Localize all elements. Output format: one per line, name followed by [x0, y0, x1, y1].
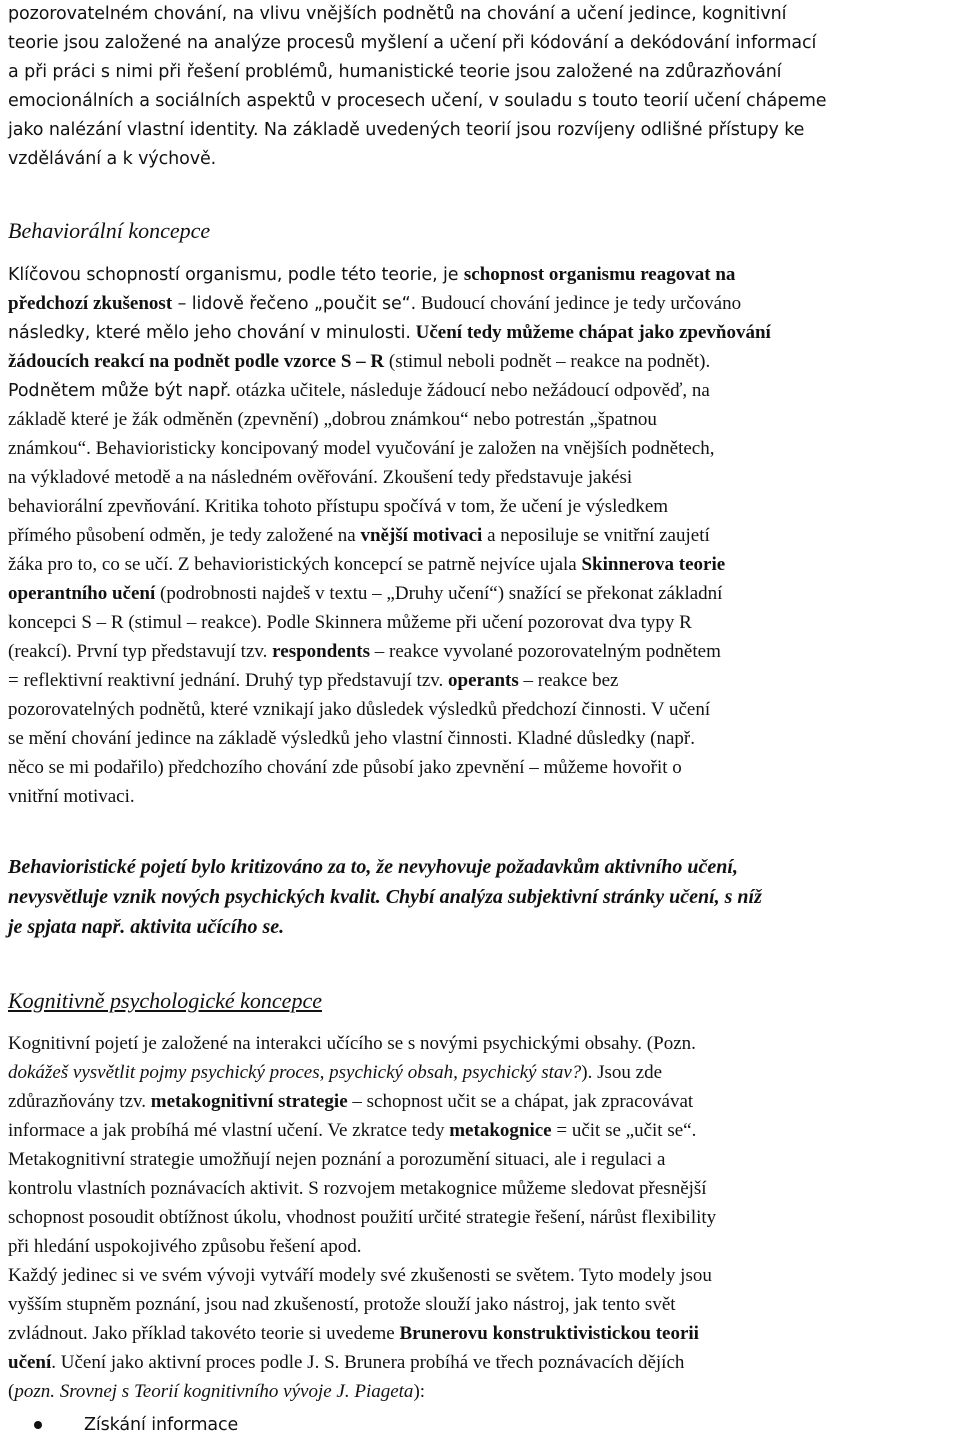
text-run: – reakce bez — [518, 670, 619, 691]
text-line: základě které je žák odměněn (zpevnění) „dobrou známkou“ nebo potrestán „špatnou — [8, 409, 657, 430]
text-line: Kognitivní pojetí je založené na interakci učícího se s novými psychickými obsahy. (Pozn. — [8, 1033, 696, 1054]
behavioral-heading: Behaviorální koncepce — [8, 218, 211, 243]
text-run: Budoucí chování jedince je tedy určováno — [416, 293, 742, 314]
text-line: kontrolu vlastních poznávacích aktivit. S rozvojem metakognice můžeme sledovat přesnější — [8, 1178, 707, 1199]
text-line — [8, 666, 954, 695]
text-line: vnitřní motivaci. — [8, 786, 135, 807]
italic-run: dokážeš vysvětlit pojmy psychický proces, psychický obsah, psychický stav? — [8, 1062, 582, 1083]
bold-run: učení — [8, 1352, 52, 1373]
bullet-icon — [34, 1421, 42, 1429]
text-line — [8, 1116, 954, 1145]
bullet-list — [24, 1410, 238, 1440]
text-run: = učit se „učit se“. — [551, 1120, 697, 1141]
cognitive-paragraph — [8, 1029, 954, 1406]
text-line: při hledání uspokojivého způsobu řešení apod. — [8, 1236, 362, 1257]
bold-run: schopnost organismu reagovat na — [463, 264, 736, 285]
text-run: (reakcí). První typ představují tzv. — [8, 641, 273, 662]
cognitive-heading: Kognitivně psychologické koncepce — [8, 988, 322, 1013]
text-run: ): — [413, 1381, 426, 1402]
text-run: – lidově řečeno „poučit se“. — [172, 294, 417, 314]
text-line — [8, 289, 954, 318]
text-line — [8, 1087, 954, 1116]
text-run: žáka pro to, co se učí. Z behavioristických koncepcí se patrně nejvíce ujala — [8, 554, 582, 575]
text-line: behaviorální zpevňování. Kritika tohoto přístupu spočívá v tom, že učení je výsledkem — [8, 496, 669, 517]
italic-run: pozn. Srovnej s Teorií kognitivního vývoje J. Piageta — [14, 1381, 414, 1402]
text-line: pozorovatelných podnětů, které vznikají jako důsledek výsledků předchozí činnosti. V učení — [8, 699, 711, 720]
bold-run: respondents — [272, 641, 371, 662]
text-line — [8, 550, 954, 579]
bold-run: operants — [448, 670, 519, 691]
text-line — [8, 1377, 954, 1406]
text-run: ( — [8, 1381, 15, 1402]
critique-paragraph — [8, 852, 954, 942]
text-run: Podnětem může být např. — [8, 381, 232, 401]
intro-line: teorie jsou založené na analýze procesů myšlení a učení při kódování a dekódování informací — [8, 33, 817, 53]
intro-line — [8, 116, 954, 145]
text-line: známkou“. Behavioristicky koncipovaný model vyučování je založen na vnějších podnětech, — [8, 438, 715, 459]
bold-run: operantního učení — [8, 583, 156, 604]
text-run: a neposiluje se vnitřní zaujetí — [482, 525, 710, 546]
critique-line: Behavioristické pojetí bylo kritizováno za to, že nevyhovuje požadavkům aktivního učení, — [8, 856, 738, 878]
text-line — [8, 1348, 954, 1377]
bold-run: metakognitivní strategie — [150, 1091, 348, 1112]
text-line — [8, 260, 954, 289]
intro-line: emocionálních a sociálních aspektů v procesech učení, v souladu s touto teorií učení chápeme — [8, 91, 827, 111]
text-run: zvládnout. Jako příklad takovéto teorie si uvedeme — [8, 1323, 400, 1344]
intro-sentence: Na základě uvedených teorií jsou rozvíjeny odlišné přístupy ke — [263, 120, 805, 140]
text-line: Každý jedinec si ve svém vývoji vytváří modely své zkušenosti se světem. Tyto modely jsou — [8, 1265, 712, 1286]
intro-line: vzdělávání a k výchově. — [8, 149, 217, 169]
bold-run: Učení tedy můžeme chápat jako zpevňování — [410, 322, 771, 343]
text-line: koncepci S – R (stimul – reakce). Podle Skinnera můžeme při učení pozorovat dva typy R — [8, 612, 692, 633]
text-line: vyšším stupněm poznání, jsou nad zkušeností, protože slouží jako nástroj, jak tento svět — [8, 1294, 676, 1315]
bold-run: předchozí zkušenost — [8, 293, 173, 314]
text-line: na výkladové metodě a na následném ověřování. Zkoušení tedy představuje jakési — [8, 467, 633, 488]
behavioral-paragraph — [8, 260, 954, 811]
bold-run: metakognice — [449, 1120, 552, 1141]
text-line: něco se mi podařilo) předchozího chování zde působí jako zpevnění – můžeme hovořit o — [8, 757, 682, 778]
critique-line: je spjata např. aktivita učícího se. — [8, 916, 285, 938]
intro-paragraph — [8, 0, 954, 174]
text-line — [8, 376, 954, 405]
text-line: Metakognitivní strategie umožňují nejen poznání a porozumění situaci, ale i regulaci a — [8, 1149, 666, 1170]
text-run: zdůrazňovány tzv. — [8, 1091, 151, 1112]
text-run: otázka učitele, následuje žádoucí nebo nežádoucí odpověď, na — [231, 380, 710, 401]
text-run: následky, které mělo jeho chování v minulosti. — [8, 323, 411, 343]
intro-line: pozorovatelném chování, na vlivu vnějších podnětů na chování a učení jedince, kognitivní — [8, 4, 787, 24]
text-line: se mění chování jedince na základě výsledků jeho vlastní činnosti. Kladné důsledky (např. — [8, 728, 695, 749]
intro-line: a při práci s nimi při řešení problémů, humanistické teorie jsou založené na zdůrazňování — [8, 62, 782, 82]
intro-sentence: jako nalézání vlastní identity. — [8, 120, 259, 140]
text-run: přímého působení odměn, je tedy založené na — [8, 525, 361, 546]
text-run: (podrobnosti najdeš v textu – „Druhy učení“) snažící se překonat základní — [155, 583, 723, 604]
list-item-label: Získání informace — [84, 1415, 239, 1435]
bold-run: vnější motivaci — [360, 525, 483, 546]
bold-run: Brunerovu konstruktivistickou teorii — [399, 1323, 699, 1344]
text-line — [8, 1058, 954, 1087]
bold-run: Skinnerova teorie — [581, 554, 726, 575]
critique-line: nevysvětluje vznik nových psychických kvalit. Chybí analýza subjektivní stránky učení, s níž — [8, 886, 762, 908]
text-line — [8, 521, 954, 550]
text-line — [8, 637, 954, 666]
text-run: informace a jak probíhá mé vlastní učení. Ve zkratce tedy — [8, 1120, 450, 1141]
text-line — [8, 579, 954, 608]
text-run: = reflektivní reaktivní jednání. Druhý typ představují tzv. — [8, 670, 449, 691]
list-item — [24, 1410, 238, 1440]
text-line: schopnost posoudit obtížnost úkolu, vhodnost použití určité strategie řešení, nárůst flexibility — [8, 1207, 717, 1228]
text-run: ). Jsou zde — [581, 1062, 663, 1083]
text-line — [8, 318, 954, 347]
text-run: (stimul neboli podnět – reakce na podnět). — [384, 351, 711, 372]
bold-run: žádoucích reakcí na podnět podle vzorce S – R — [8, 351, 385, 372]
text-line — [8, 1319, 954, 1348]
text-run: – schopnost učit se a chápat, jak zpracovávat — [347, 1091, 694, 1112]
text-run: . Učení jako aktivní proces podle J. S. Brunera probíhá ve třech poznávacích dějích — [51, 1352, 685, 1373]
text-run: – reakce vyvolané pozorovatelným podnětem — [370, 641, 721, 662]
text-run: Klíčovou schopností organismu, podle této teorie, je — [8, 265, 464, 285]
text-line — [8, 347, 954, 376]
